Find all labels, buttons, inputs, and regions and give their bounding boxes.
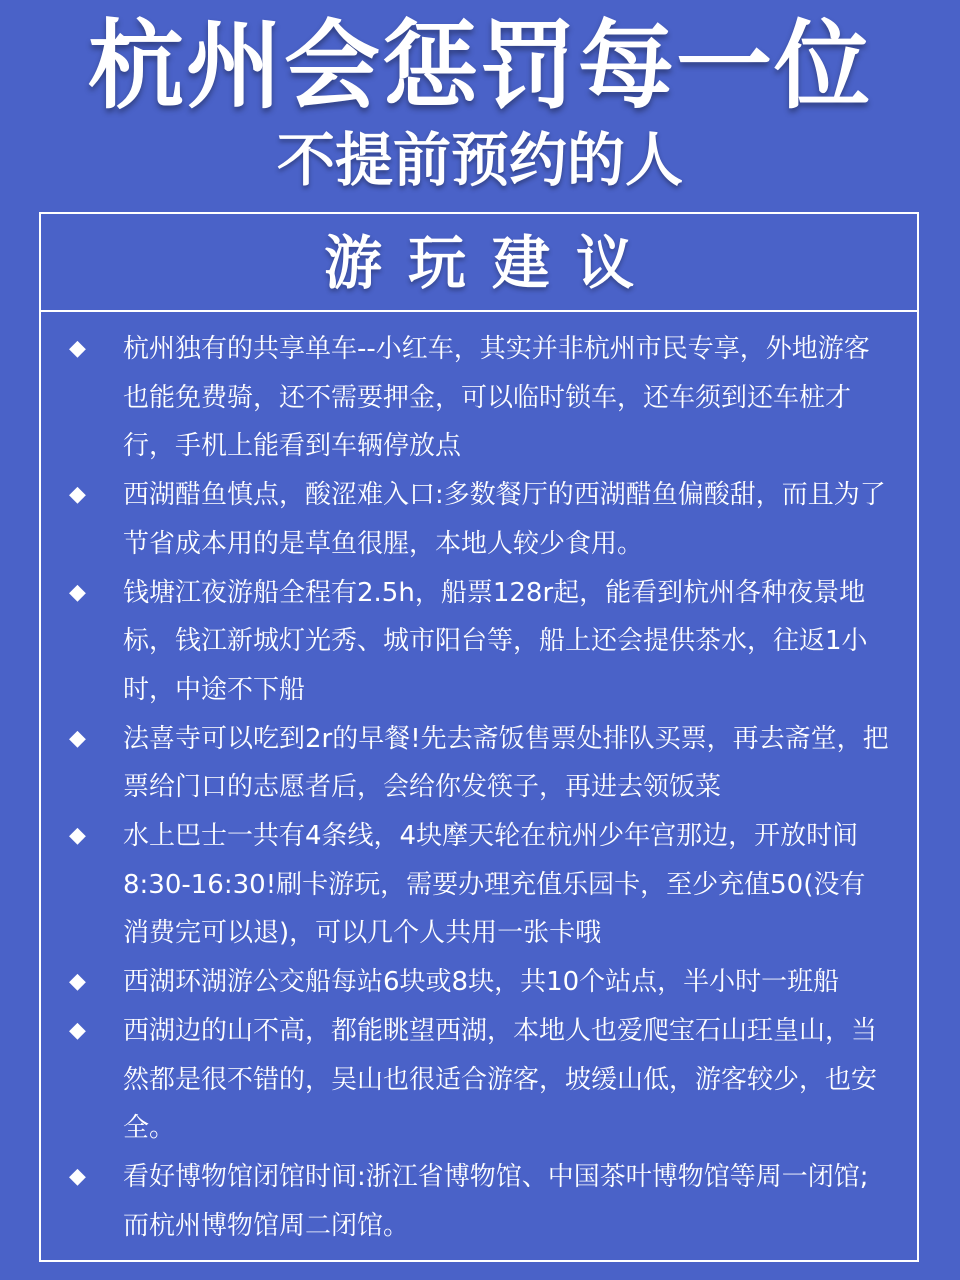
tips-list — [41, 312, 917, 1250]
diamond-bullet-icon: ◆ — [69, 579, 86, 605]
list-item — [41, 1007, 917, 1153]
tip-text: 西湖边的山不高，都能眺望西湖，本地人也爱爬宝石山玨皇山，当然都是很不错的，吴山也很适合游客，坡缓山低，游客较少，也安全。 — [123, 1015, 878, 1144]
diamond-bullet-icon: ◆ — [69, 1163, 86, 1189]
panel-heading: 游玩建议 — [41, 214, 917, 312]
page-subtitle: 不提前预约的人 — [276, 126, 683, 194]
tip-text: 西湖醋鱼慎点，酸涩难入口:多数餐厅的西湖醋鱼偏酸甜，而且为了节省成本用的是草鱼很腥，本地人较少食用。 — [123, 480, 886, 559]
diamond-bullet-icon: ◆ — [69, 336, 86, 361]
diamond-bullet-icon: ◆ — [69, 725, 86, 751]
list-item — [41, 569, 917, 715]
list-item — [41, 812, 917, 958]
diamond-bullet-icon: ◆ — [69, 482, 86, 508]
page-title: 杭州会惩罚每一位 — [88, 10, 872, 122]
diamond-bullet-icon: ◆ — [69, 823, 86, 849]
tip-text: 杭州独有的共享单车--小红车，其实并非杭州市民专享，外地游客也能免费骑，还不需要押金，可以临时锁车，还车须到还车桩才行，手机上能看到车辆停放点 — [123, 334, 870, 462]
tip-text: 西湖环湖游公交船每站6块或8块，共10个站点，半小时一班船 — [123, 967, 840, 998]
diamond-bullet-icon: ◆ — [69, 969, 86, 995]
tips-panel — [39, 212, 919, 1262]
list-item — [41, 471, 917, 568]
list-item — [41, 958, 917, 1007]
diamond-bullet-icon: ◆ — [69, 1017, 86, 1043]
tip-text: 水上巴士一共有4条线，4块摩天轮在杭州少年宫那边，开放时间8:30-16:30!刷卡游玩，需要办理充值乐园卡，至少充值50(没有消费完可以退)，可以几个人共用一张卡哦 — [123, 821, 866, 949]
tip-text: 钱塘江夜游船全程有2.5h，船票128r起，能看到杭州各种夜景地标，钱江新城灯光秀、城市阳台等，船上还会提供茶水，往返1小时，中途不下船 — [123, 577, 868, 705]
tip-text: 法喜寺可以吃到2r的早餐!先去斋饭售票处排队买票，再去斋堂，把票给门口的志愿者后，会给你发筷子，再进去领饭菜 — [123, 723, 889, 803]
list-item — [41, 1153, 917, 1250]
list-item — [41, 715, 917, 812]
list-item — [41, 325, 917, 471]
tip-text: 看好博物馆闭馆时间:浙江省博物馆、中国茶叶博物馆等周一闭馆;而杭州博物馆周二闭馆。 — [123, 1161, 869, 1241]
